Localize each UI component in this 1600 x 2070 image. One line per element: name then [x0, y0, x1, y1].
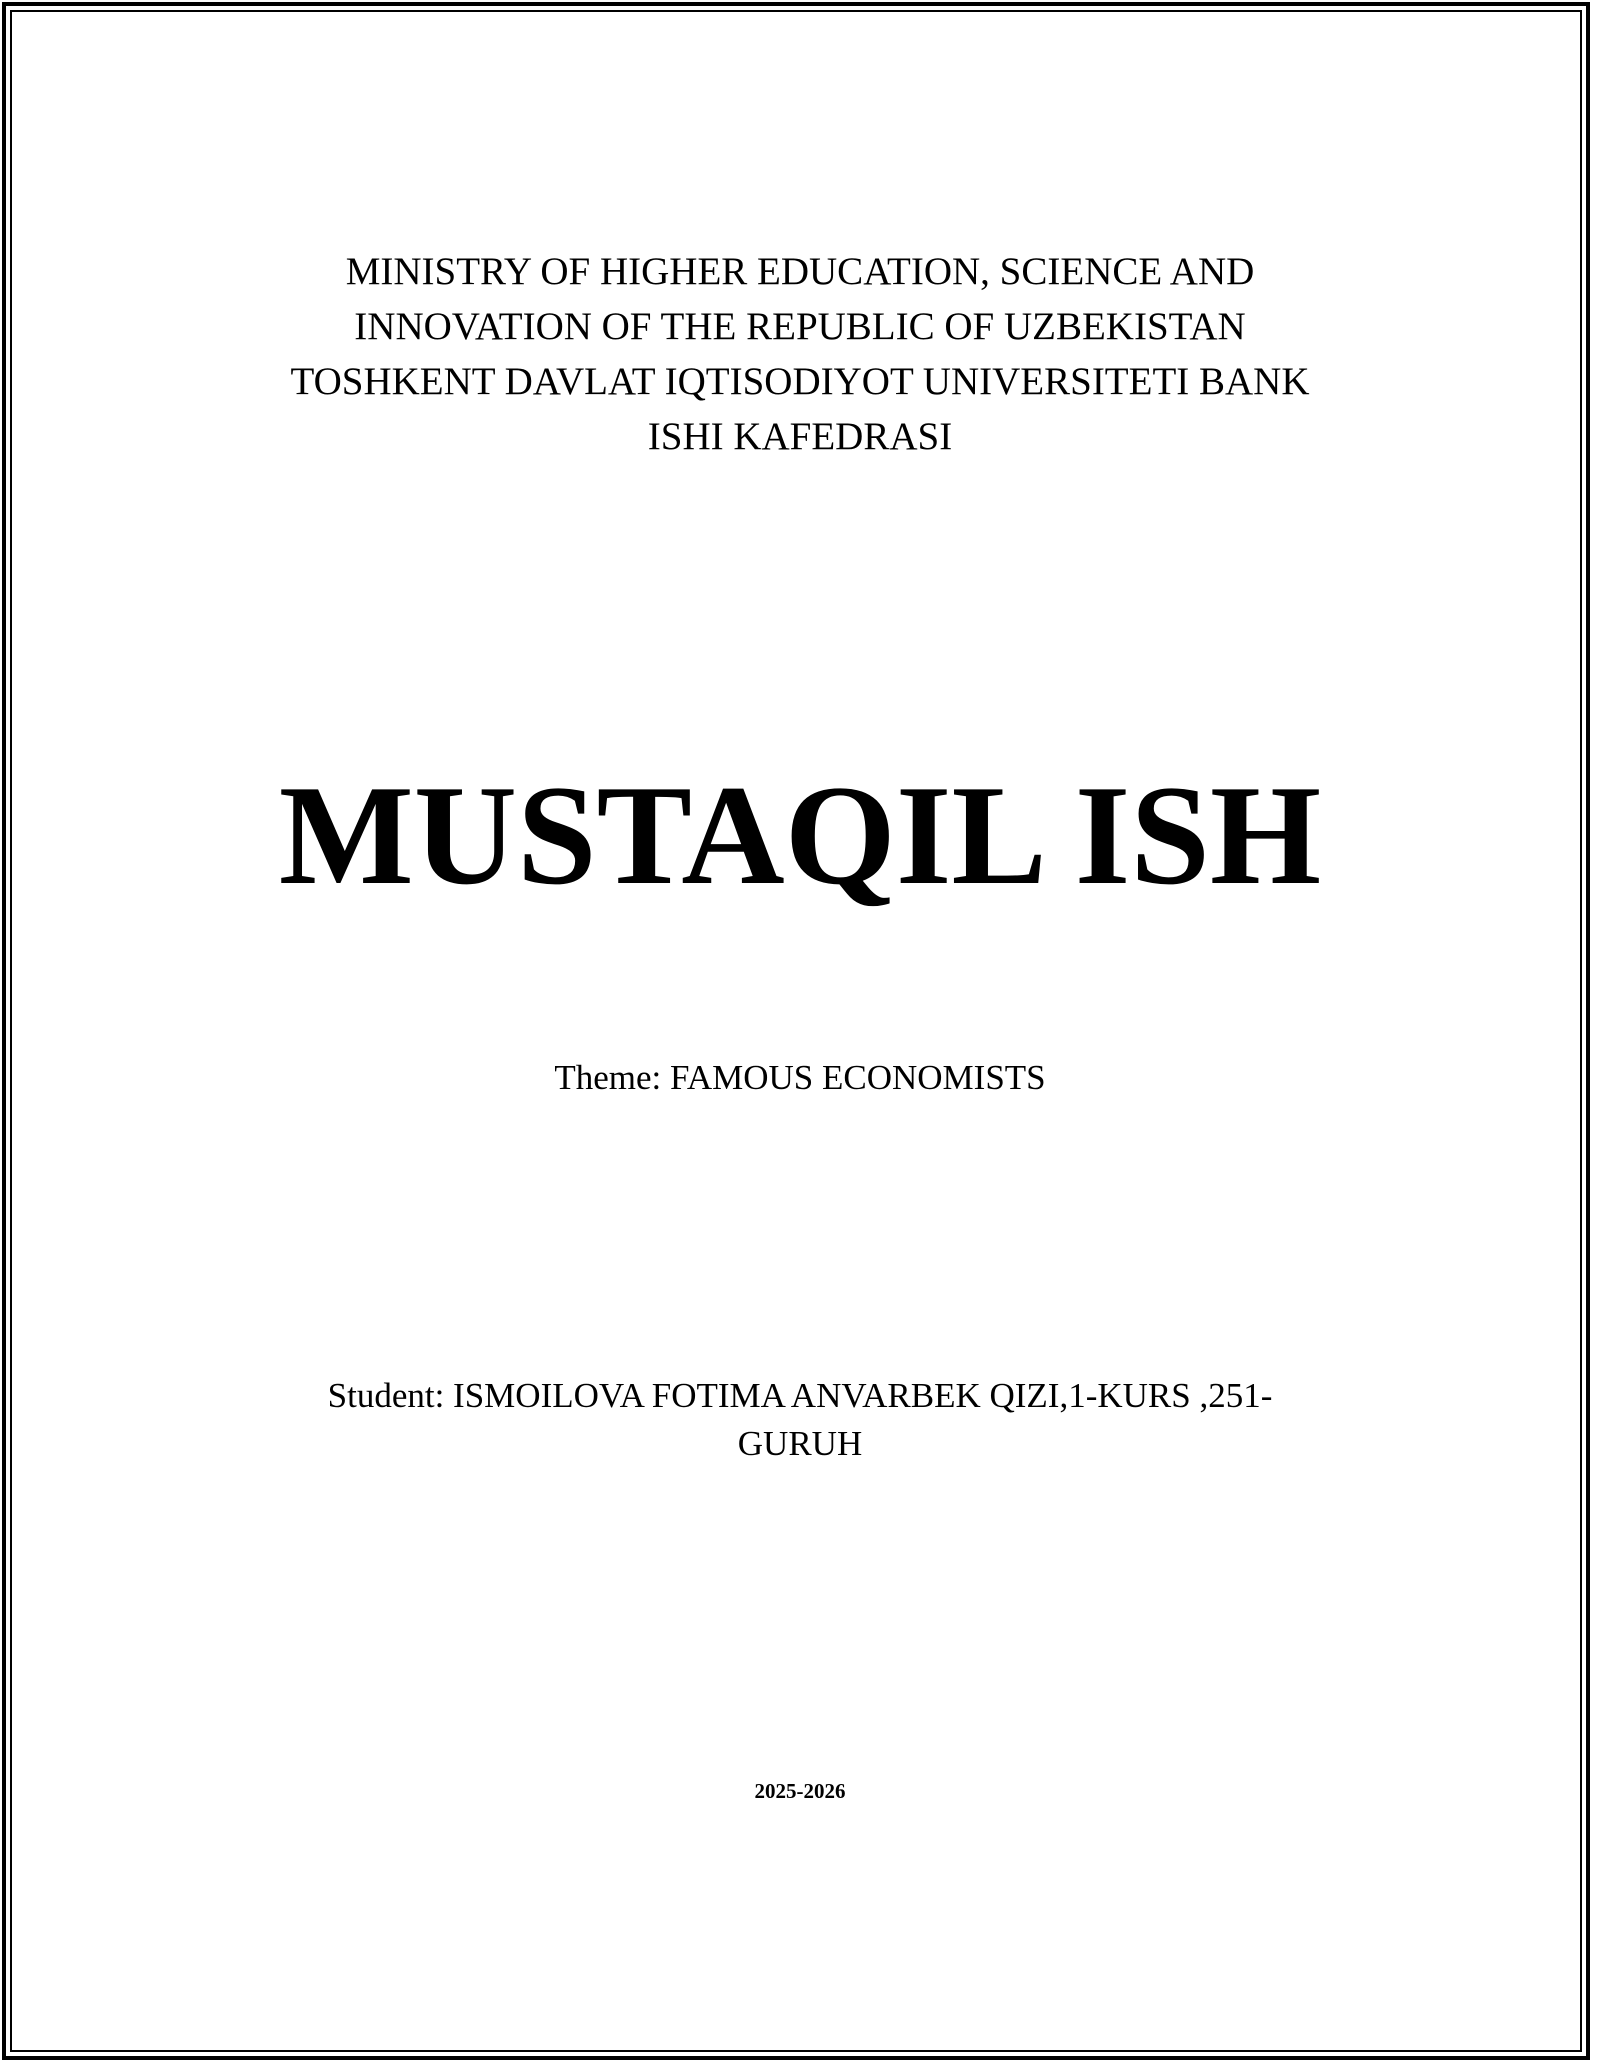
student-line: GURUH [737, 1424, 863, 1463]
header-line: TOSHKENT DAVLAT IQTISODIYOT UNIVERSITETI BANK [290, 360, 1310, 403]
header-line: MINISTRY OF HIGHER EDUCATION, SCIENCE AND [345, 250, 1255, 293]
academic-year: 2025-2026 [754, 1779, 846, 1803]
document-title: MUSTAQIL ISH [278, 756, 1322, 914]
student-info [0, 1372, 1600, 1468]
student-line: Student: ISMOILOVA FOTIMA ANVARBEK QIZI,1-KURS ,251- [327, 1376, 1273, 1415]
institution-header [0, 244, 1600, 464]
theme-line: Theme: FAMOUS ECONOMISTS [554, 1058, 1046, 1097]
header-line: INNOVATION OF THE REPUBLIC OF UZBEKISTAN [354, 305, 1246, 348]
header-line: ISHI KAFEDRASI [647, 415, 953, 458]
